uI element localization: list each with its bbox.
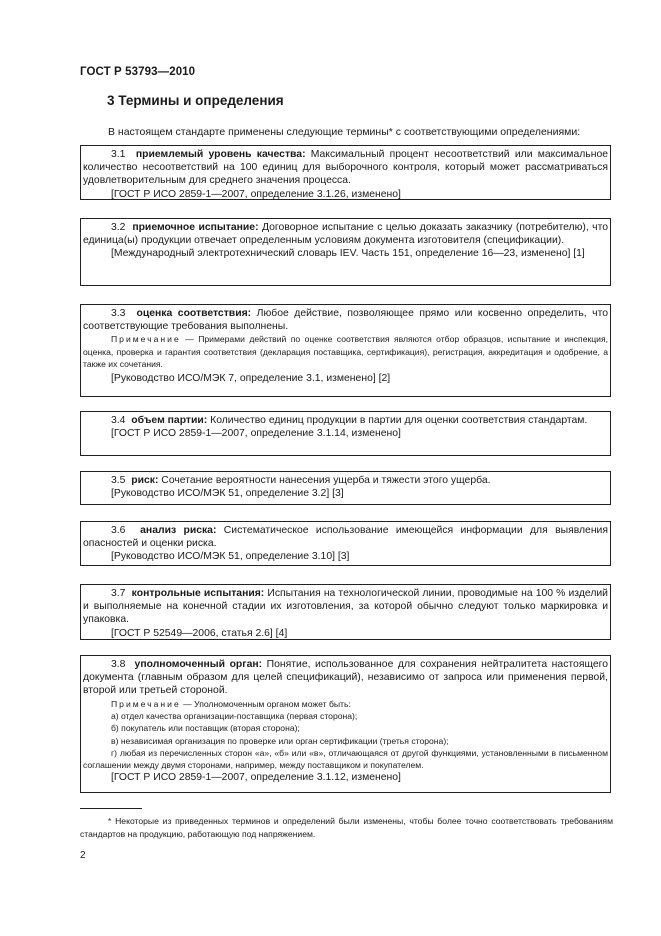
term-box-3-3 [80, 304, 611, 397]
term-source: [Руководство ИСО/МЭК 51, определение 3.2] [3] [111, 488, 344, 500]
note-text: — Примерами действий по оценке соответствия являются отбор образцов, испытание и инспекция, оценка, проверка и гарантия соответствия (декларация поставщика, сертификация), регистрация, аккредитация и одобрение, а также их сочетания. [83, 334, 608, 369]
definition-text: Понятие, использованное для сохранения нейтралитета настоящего документа (главным образом для целей спецификаций), независимо от запроса или применения первой, второй или третьей стороной. [83, 659, 608, 697]
term-name: оценка соответствия: [136, 308, 252, 319]
term-number: 3.1 [111, 149, 126, 160]
note-list-item: г) любая из перечисленных сторон «а», «б» или «в», отличающаяся от другой функциями, установленными в письменном соглашении между двумя сторонами, например, между поставщиком и покупателем. [83, 747, 608, 771]
term-name: уполномоченный орган: [134, 659, 263, 670]
term-source: [Руководство ИСО/МЭК 7, определение 3.1, изменено] [2] [111, 373, 391, 385]
note-label: Примечание [111, 334, 181, 345]
definition-text: Сочетание вероятности нанесения ущерба и тяжести этого ущерба. [158, 475, 491, 486]
term-number: 3.8 [111, 659, 126, 670]
note-list-item: а) отдел качества организации-поставщика (первая сторона); [111, 710, 358, 721]
term-source: [Руководство ИСО/МЭК 51, определение 3.10] [3] [111, 551, 350, 563]
section-title: 3 Термины и определения [107, 93, 284, 108]
definition-text: Договорное испытание с целью доказать заказчику (потребителю), что единица(ы) продукции отвечает определенным условиям документа изготовителя (спецификации). [83, 222, 609, 247]
term-source: [ГОСТ Р ИСО 2859-1—2007, определение 3.1.26, изменено] [111, 188, 401, 200]
footnote-text: * Некоторые из приведенных терминов и определений были изменены, чтобы более точно соответствовать требованиям стандартов на продукцию, работающую под напряжением. [80, 816, 613, 839]
term-box-3-4 [80, 411, 611, 456]
note-list-item: в) независимая организация по проверке или орган сертификации (третья сторона); [111, 735, 449, 746]
term-number: 3.3 [111, 308, 126, 319]
term-number: 3.2 [111, 222, 126, 233]
term-box-3-6 [80, 521, 611, 566]
term-number: 3.6 [111, 525, 126, 536]
term-definition [83, 307, 608, 333]
term-name: анализ риска: [140, 525, 217, 536]
term-box-3-1 [80, 145, 611, 200]
note-text: — Уполномоченным органом может быть: [180, 698, 351, 709]
term-definition [83, 221, 608, 247]
section-intro: В настоящем стандарте применены следующие термины* с соответствующими определениями: [108, 126, 581, 138]
term-number: 3.4 [111, 415, 126, 426]
term-definition [83, 414, 608, 427]
term-source: [ГОСТ Р ИСО 2859-1—2007, определение 3.1.12, изменено] [111, 772, 401, 784]
term-box-3-5 [80, 471, 611, 505]
definition-text: Количество единиц продукции в партии для оценки соответствия стандартам. [207, 415, 588, 426]
definition-text: Испытания на технологической линии, проводимые на 100 % изделий и выполняемые на конечной стадии их изготовления, за которой обычно следуют только маркировка и упаковка. [83, 588, 608, 626]
document-code-header: ГОСТ Р 53793—2010 [80, 66, 196, 78]
footnote-divider [80, 808, 142, 809]
footnote [80, 815, 613, 841]
note-list-item: б) покупатель или поставщик (вторая сторона); [111, 723, 300, 734]
note-label: Примечание [111, 698, 181, 709]
term-name: риск: [131, 475, 159, 486]
term-definition [83, 474, 608, 487]
definition-text: Систематическое использование имеющейся информации для выявления опасностей и оценки риска. [83, 525, 608, 550]
term-box-3-2 [80, 218, 611, 286]
term-box-3-8 [80, 655, 611, 793]
term-note [83, 333, 608, 370]
term-name: контрольные испытания: [131, 588, 265, 599]
term-name: приемлемый уровень качества: [135, 149, 306, 160]
term-source: [ГОСТ Р 52549—2006, статья 2.6] [4] [111, 627, 288, 639]
term-name: приемочное испытание: [132, 222, 259, 233]
term-source: [ГОСТ Р ИСО 2859-1—2007, определение 3.1.14, изменено] [111, 428, 401, 440]
term-box-3-7 [80, 584, 611, 640]
term-definition [83, 148, 608, 188]
term-source: [Международный электротехнический словарь IEV. Часть 151, определение 16—23, изменено] [1] [111, 248, 585, 260]
term-definition [83, 658, 608, 698]
term-number: 3.7 [111, 588, 126, 599]
page-number: 2 [80, 850, 86, 861]
term-name: объем партии: [131, 415, 208, 426]
definition-text: Любое действие, позволяющее прямо или косвенно определить, что соответствующие требования выполнены. [83, 308, 609, 333]
definition-text: Максимальный процент несоответствий или максимальное количество несоответствий на 100 единиц для выборочного контроля, который может рассматриваться удовлетворительным для среднего значения процесса. [83, 149, 608, 187]
term-definition [83, 524, 608, 550]
term-note [83, 698, 608, 710]
term-definition [83, 587, 608, 627]
term-number: 3.5 [111, 475, 126, 486]
